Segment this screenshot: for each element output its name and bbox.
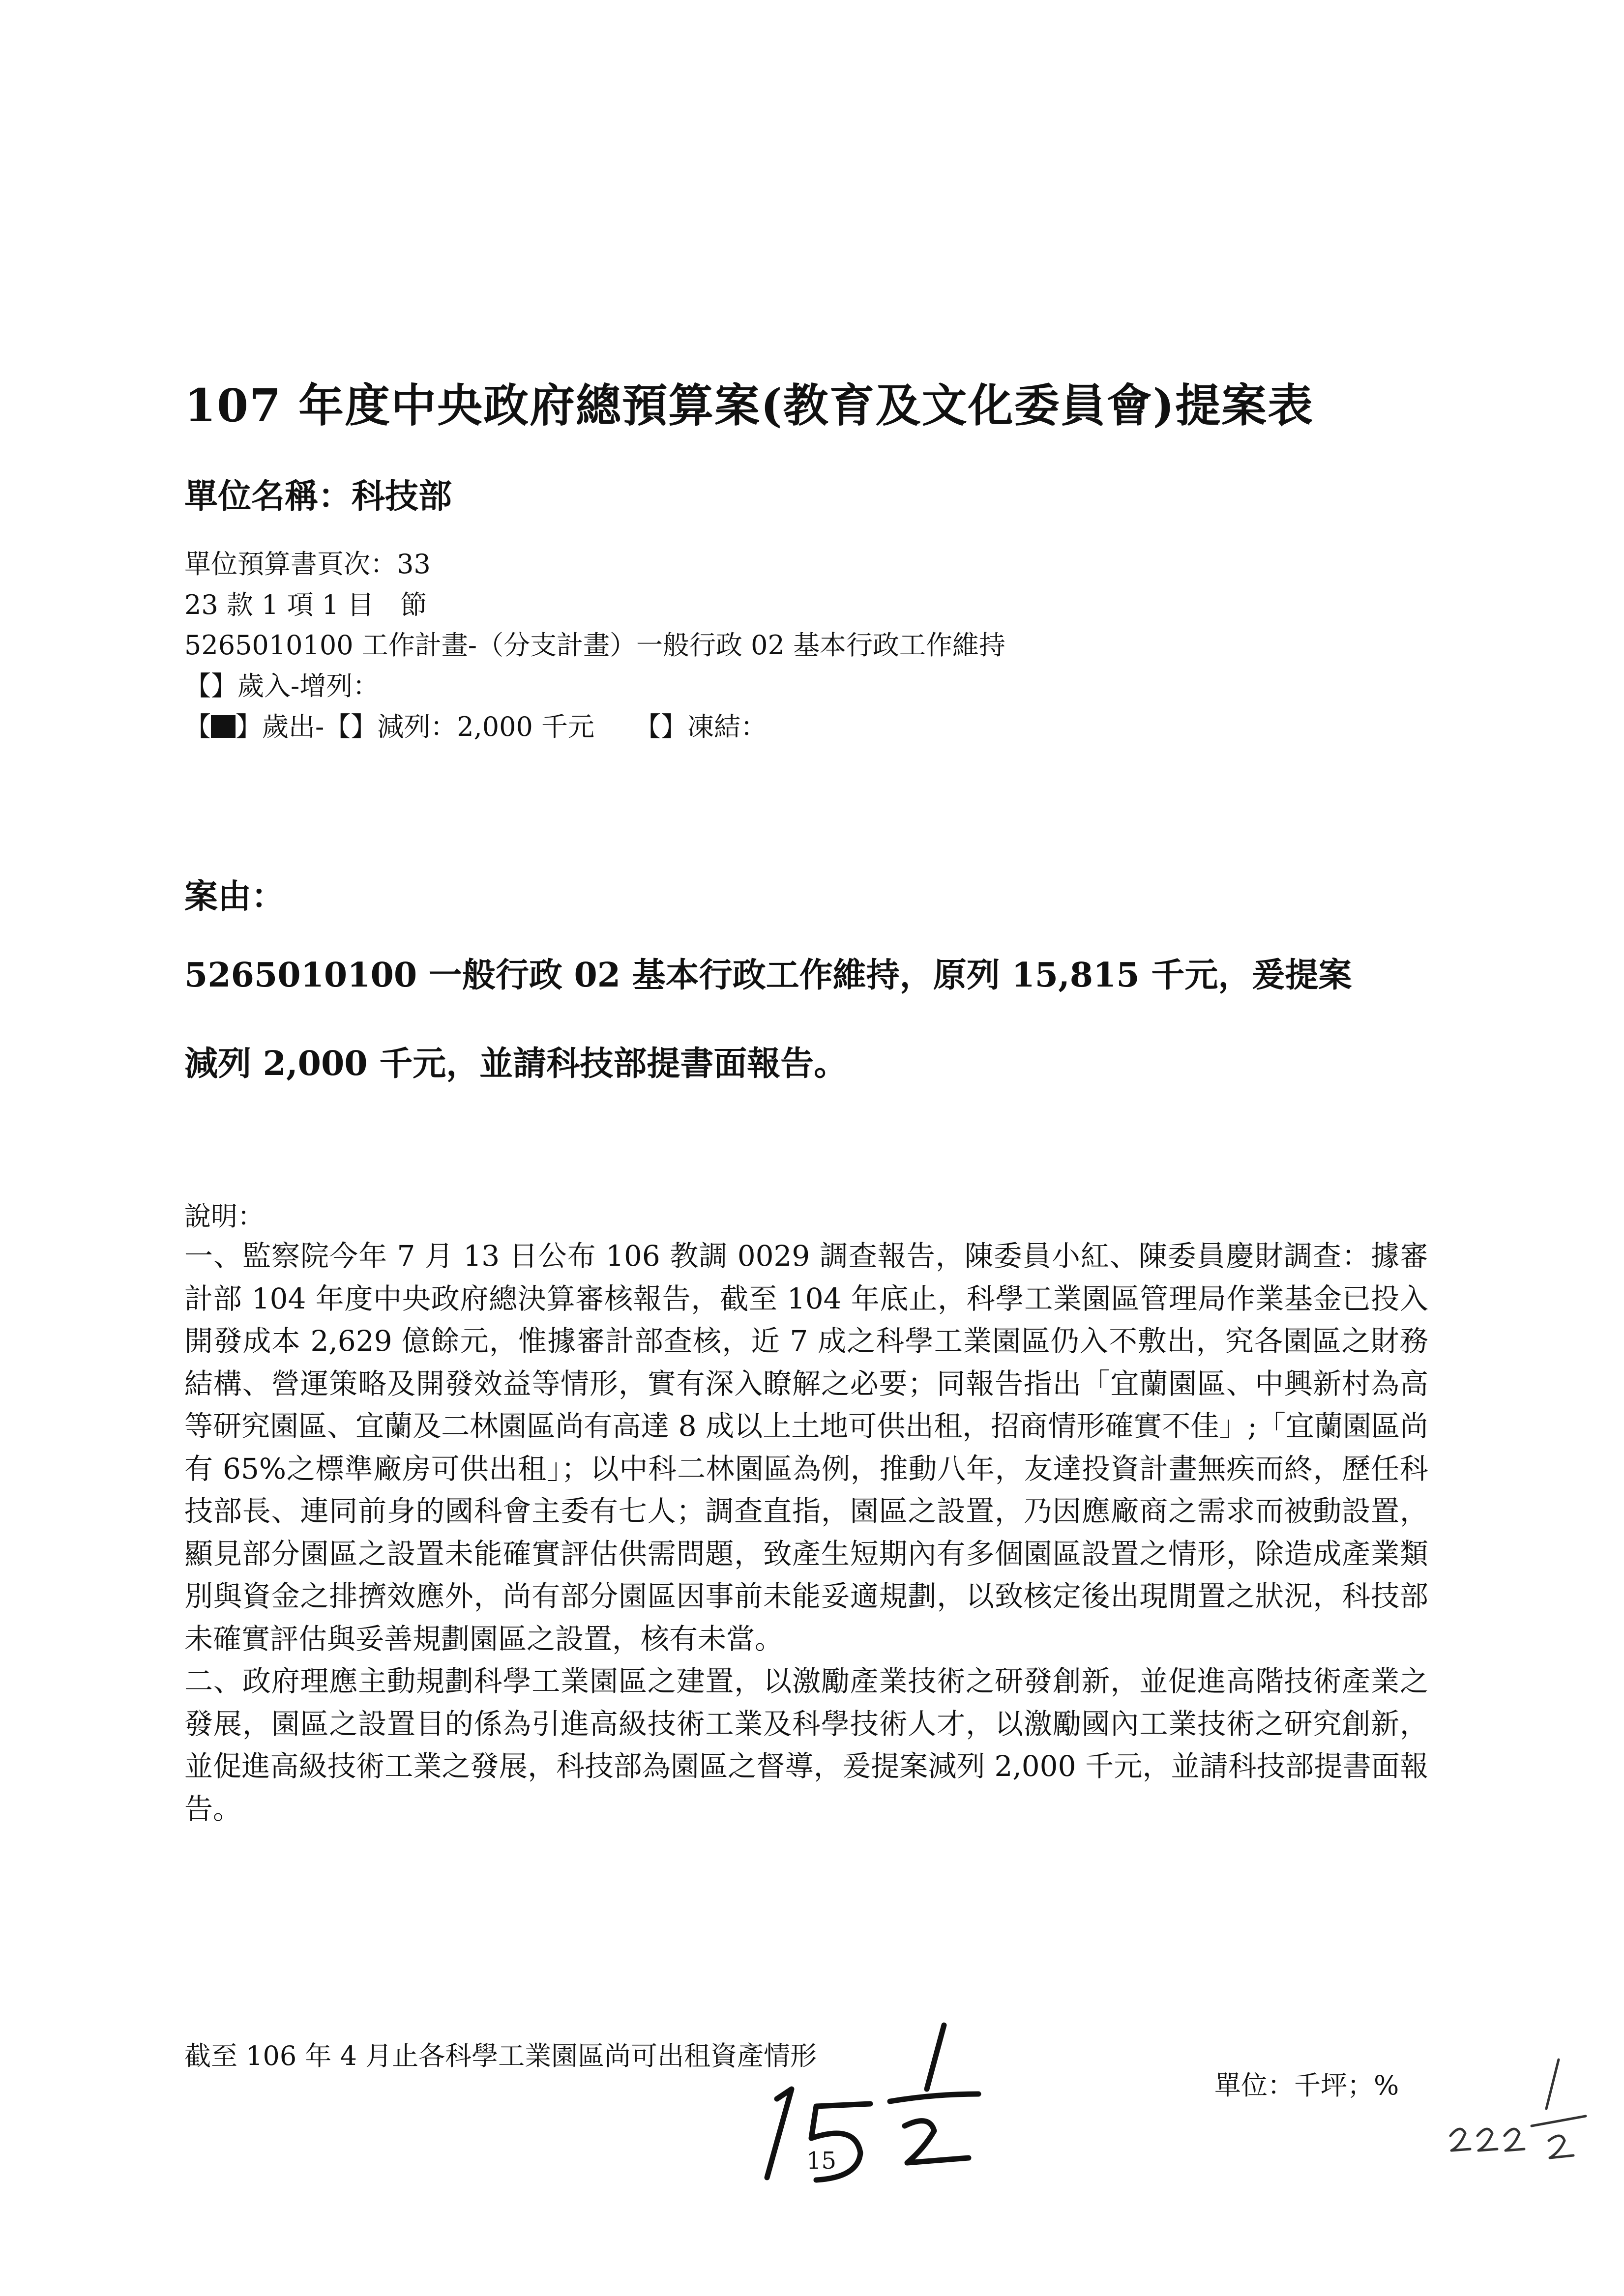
case-line-1: 5265010100 一般行政 02 基本行政工作維持，原列 15,815 千元，爰提案 — [184, 956, 1352, 995]
handwritten-corner-mark — [1446, 2035, 1603, 2165]
revenue-line: 【】歲入-增列： — [184, 670, 380, 701]
checked-box — [211, 715, 236, 738]
case-heading: 案由： — [184, 877, 285, 916]
budget-page-ref: 單位預算書頁次：33 — [184, 549, 431, 580]
explanation-body — [184, 1235, 1428, 1830]
table-unit: 單位：千坪；% — [1214, 2070, 1399, 2101]
table-caption: 截至 106 年 4 月止各科學工業園區尚可出租資產情形 — [184, 2040, 817, 2071]
document-title: 107 年度中央政府總預算案(教育及文化委員會)提案表 — [184, 379, 1314, 432]
handwritten-corner-mark-icon — [1446, 2035, 1603, 2163]
explanation-paragraph-2: 二、政府理應主動規劃科學工業園區之建置，以激勵產業技術之研發創新，並促進高階技術產業之發展，園區之設置目的係為引進高級技術工業及科學技術人才，以激勵國內工業技術之研究創新，並促進高級技術工業之發展，科技部為園區之督導，爰提案減列 2,000 千元，並請科技部提書面報告。 — [184, 1664, 1428, 1826]
work-plan: 5265010100 工作計畫-（分支計畫）一般行政 02 基本行政工作維持 — [184, 630, 1006, 661]
expense-open-bracket: 【 — [184, 711, 211, 742]
handwritten-page-mark-icon — [757, 2020, 1013, 2187]
expense-line — [184, 706, 767, 744]
page-number: 15 — [806, 2147, 837, 2175]
budget-section: 23 款 1 項 1 目 節 — [184, 589, 427, 620]
case-line-2: 減列 2,000 千元，並請科技部提書面報告。 — [184, 1044, 848, 1083]
unit-name: 單位名稱：科技部 — [184, 477, 452, 516]
handwritten-page-mark — [757, 2020, 1013, 2189]
explanation-paragraph-1: 一、監察院今年 7 月 13 日公布 106 教調 0029 調查報告，陳委員小紅、陳委員慶財調查：據審計部 104 年度中央政府總決算審核報告，截至 104 年底止，科學工業園區管理局作業基金已投入開發成本 2,629 億餘元，惟據審計部查核，近 7 成之科學工業園區仍入不敷出，究各園區之財務結構、營運策略及開發效益等情形，實有深入瞭解之必要；同報告指出「宜蘭園區、中興新村為高等研究園區、宜蘭及二林園區尚有高達 8 成以上土地可供出租，招商情形確實不佳」;「宜蘭園區尚有 65%之標準廠房可供出租」；以中科二林園區為例，推動八年，友達投資計畫無疾而終，歷任科技部長、連同前身的國科會主委有七人；調查直指，園區之設置，乃因應廠商之需求而被動設置，顯見部分園區之設置未能確實評估供需問題，致產生短期內有多個園區設置之情形，除造成產業類別與資金之排擠效應外，尚有部分園區因事前未能妥適規劃，以致核定後出現閒置之狀況，科技部未確實評估與妥善規劃園區之設置，核有未當。 — [184, 1239, 1428, 1656]
expense-text: 】歲出-【】減列：2,000 千元 【】凍結： — [236, 711, 768, 742]
explanation-label: 說明： — [184, 1201, 264, 1232]
